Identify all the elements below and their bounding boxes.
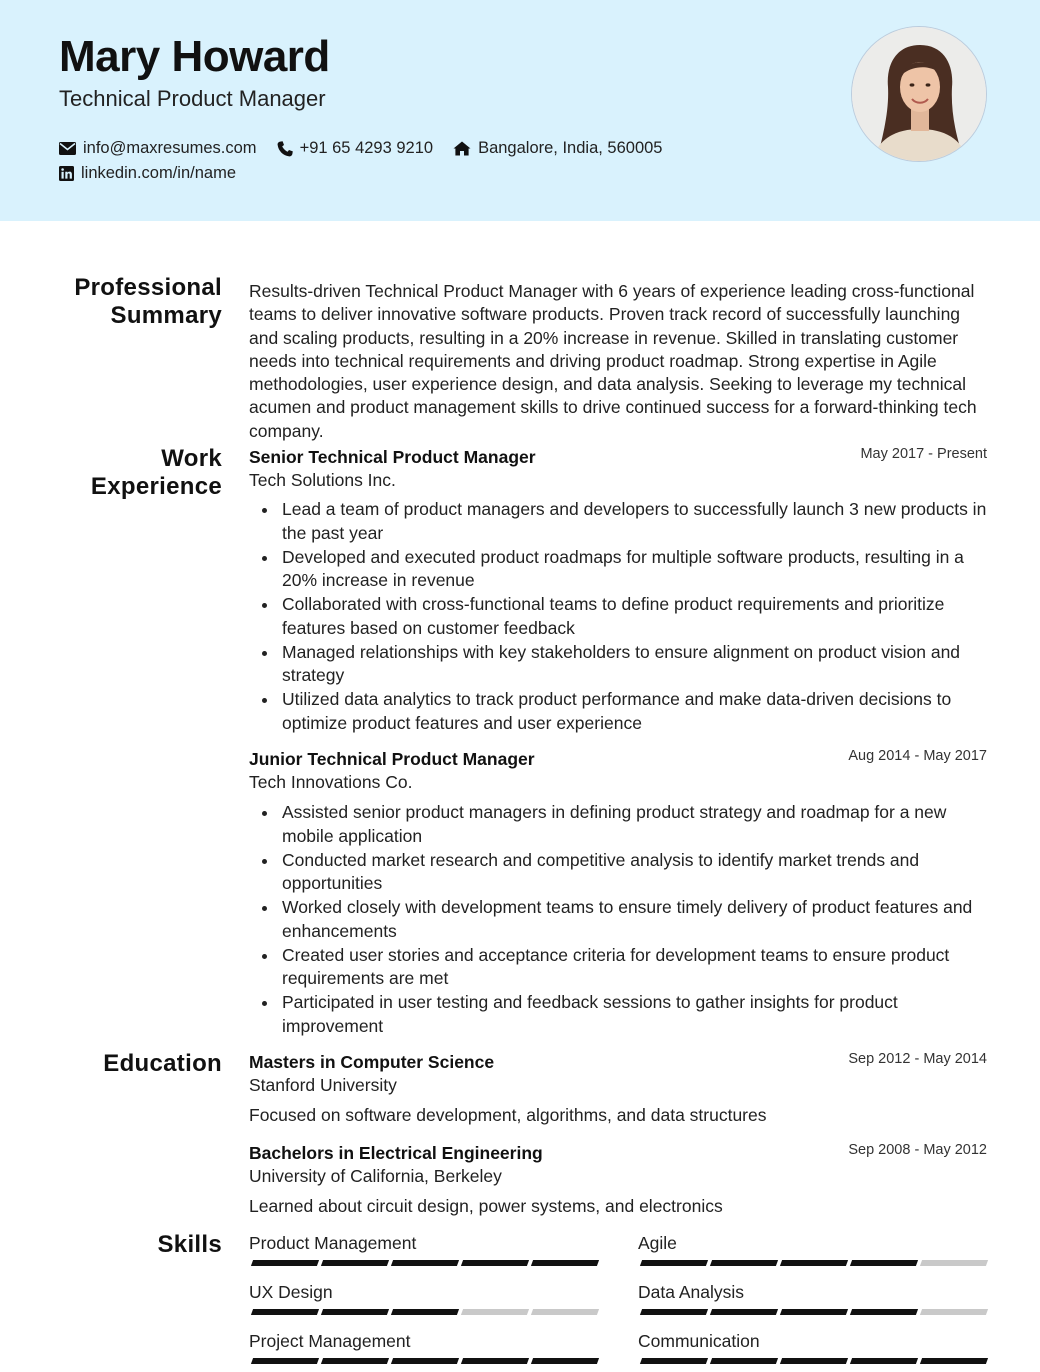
skill-level-filled xyxy=(780,1358,848,1364)
skill-level-filled xyxy=(780,1260,848,1266)
section-label-education: Education xyxy=(103,1050,222,1077)
linkedin-text: linkedin.com/in/name xyxy=(81,164,236,182)
skill-level-filled xyxy=(850,1260,918,1266)
bullet-item: Developed and executed product roadmaps for multiple software products, resulting in a 20% increase in revenue xyxy=(249,546,989,593)
phone-icon xyxy=(277,141,293,157)
section-label-summary: Professional Summary xyxy=(74,274,222,329)
bullet-item: Worked closely with development teams to ensure timely delivery of product features and enhancements xyxy=(249,896,989,943)
contact-row xyxy=(59,139,682,158)
skill-level-filled xyxy=(531,1358,599,1364)
skill-bar xyxy=(252,1309,602,1315)
skill-level-filled xyxy=(391,1358,459,1364)
skill-level-filled xyxy=(461,1260,529,1266)
job-company: Tech Solutions Inc. xyxy=(249,470,396,490)
location-text: Bangalore, India, 560005 xyxy=(478,139,663,157)
education-dates: Sep 2012 - May 2014 xyxy=(848,1051,987,1067)
skill-level-filled xyxy=(461,1358,529,1364)
job-title: Junior Technical Product Manager xyxy=(249,749,535,769)
skill-level-filled xyxy=(321,1309,389,1315)
skill-level-empty xyxy=(531,1309,599,1315)
contact-email[interactable] xyxy=(59,139,257,158)
education-description: Focused on software development, algorithms, and data structures xyxy=(249,1105,767,1125)
bullet-item: Lead a team of product managers and developers to successfully launch 3 new products in the past year xyxy=(249,498,989,545)
skill-level-filled xyxy=(850,1309,918,1315)
bullet-item: Collaborated with cross-functional teams to define product requirements and prioritize features based on customer feedback xyxy=(249,593,989,640)
job-title: Senior Technical Product Manager xyxy=(249,447,536,467)
candidate-name: Mary Howard xyxy=(59,32,330,81)
skill-level-filled xyxy=(780,1309,848,1315)
education-dates: Sep 2008 - May 2012 xyxy=(848,1142,987,1158)
school-name: University of California, Berkeley xyxy=(249,1166,502,1186)
skill-level-filled xyxy=(531,1260,599,1266)
home-icon xyxy=(453,141,471,156)
skill-name: Communication xyxy=(638,1331,760,1351)
skill-name: Agile xyxy=(638,1233,677,1253)
skill-level-empty xyxy=(461,1309,529,1315)
job-dates: Aug 2014 - May 2017 xyxy=(848,748,987,764)
linkedin-icon xyxy=(59,166,74,181)
skill-level-filled xyxy=(251,1260,319,1266)
education-description: Learned about circuit design, power systems, and electronics xyxy=(249,1196,723,1216)
school-name: Stanford University xyxy=(249,1075,397,1095)
skill-level-filled xyxy=(710,1358,778,1364)
skill-name: Data Analysis xyxy=(638,1282,745,1302)
contact-linkedin[interactable] xyxy=(59,164,236,183)
skill-bar xyxy=(252,1260,602,1266)
skill-level-filled xyxy=(321,1260,389,1266)
bullet-item: Assisted senior product managers in defining product strategy and roadmap for a new mobile application xyxy=(249,801,989,848)
job-company: Tech Innovations Co. xyxy=(249,772,413,792)
phone-text: +91 65 4293 9210 xyxy=(299,139,434,157)
skill-level-filled xyxy=(251,1309,319,1315)
skill-level-filled xyxy=(850,1358,918,1364)
bullet-item: Conducted market research and competitive analysis to identify market trends and opportunities xyxy=(249,849,989,896)
profile-photo xyxy=(851,26,987,162)
skill-level-filled xyxy=(640,1358,708,1364)
skill-bar xyxy=(641,1260,991,1266)
skill-level-filled xyxy=(251,1358,319,1364)
skill-level-filled xyxy=(391,1260,459,1266)
candidate-title: Technical Product Manager xyxy=(59,86,326,111)
skill-bar xyxy=(641,1309,991,1315)
skill-level-filled xyxy=(640,1260,708,1266)
skill-name: Product Management xyxy=(249,1233,417,1253)
contact-phone[interactable] xyxy=(277,139,434,158)
section-label-skills: Skills xyxy=(157,1231,222,1258)
resume-header xyxy=(0,0,1040,221)
summary-text: Results-driven Technical Product Manager with 6 years of experience leading cross-functional teams to deliver innovative software products. Proven track record of successfully launching and scaling products, resulting in a 20% increase in revenue. Skilled in translating customer needs into technical requirements and driving product roadmap. Strong expertise in Agile methodologies, user experience design, and data analysis. Seeking to leverage my technical acumen and product management skills to drive continued success for a forward-thinking tech company. xyxy=(249,281,977,441)
degree-title: Bachelors in Electrical Engineering xyxy=(249,1143,543,1163)
degree-title: Masters in Computer Science xyxy=(249,1052,495,1072)
bullet-item: Utilized data analytics to track product performance and make data-driven decisions to optimize product features and user experience xyxy=(249,688,989,735)
section-label-experience: Work Experience xyxy=(90,445,222,500)
skill-name: UX Design xyxy=(249,1282,333,1302)
skill-level-filled xyxy=(710,1309,778,1315)
contact-row-2 xyxy=(59,164,256,183)
bullet-item: Managed relationships with key stakeholders to ensure alignment on product vision and strategy xyxy=(249,641,989,688)
skill-bar xyxy=(641,1358,991,1364)
skill-level-filled xyxy=(321,1358,389,1364)
skill-level-filled xyxy=(391,1309,459,1315)
skill-bar xyxy=(252,1358,602,1364)
bullet-item: Participated in user testing and feedback sessions to gather insights for product improvement xyxy=(249,991,989,1038)
skill-level-filled xyxy=(920,1358,988,1364)
skill-level-filled xyxy=(710,1260,778,1266)
job-dates: May 2017 - Present xyxy=(860,446,987,462)
email-text: info@maxresumes.com xyxy=(83,139,257,157)
envelope-icon xyxy=(59,142,76,155)
contact-location xyxy=(453,139,662,158)
bullet-item: Created user stories and acceptance criteria for development teams to ensure product requirements are met xyxy=(249,944,989,991)
job-bullets xyxy=(249,801,989,1039)
job-bullets xyxy=(249,498,989,736)
skill-name: Project Management xyxy=(249,1331,411,1351)
skill-level-filled xyxy=(640,1309,708,1315)
skill-level-empty xyxy=(920,1260,988,1266)
skill-level-empty xyxy=(920,1309,988,1315)
